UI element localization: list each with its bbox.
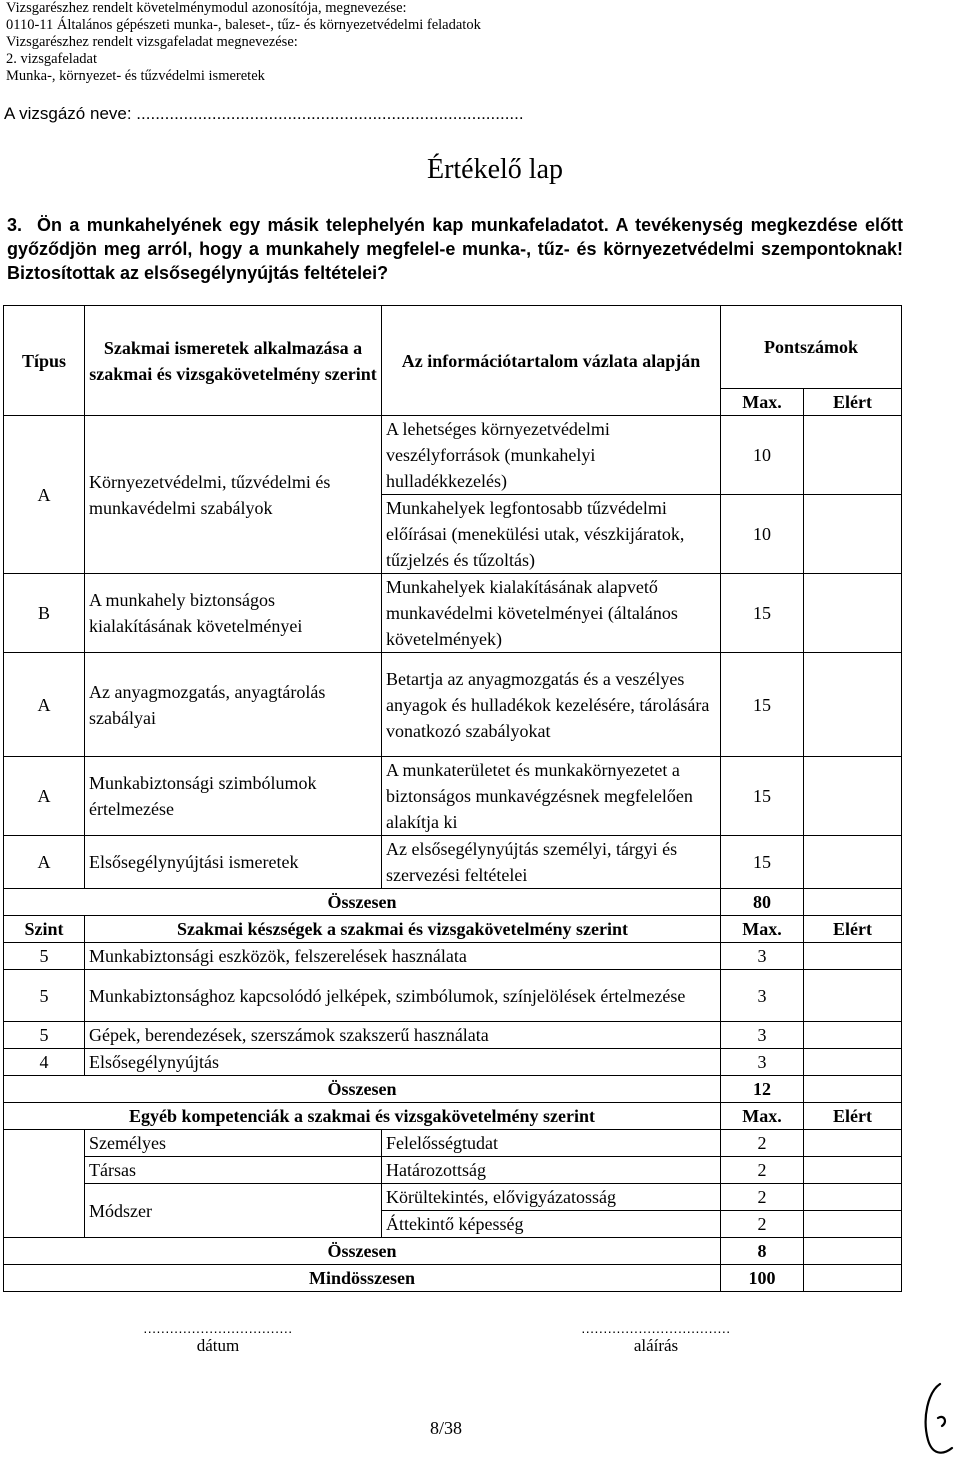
subtotal-max: 8 (721, 1238, 804, 1265)
header-line: Vizsgarészhez rendelt követelménymodul azonosítója, megnevezése: (6, 0, 407, 16)
header-line: Munka-, környezet- és tűzvédelmi ismeretek (6, 68, 265, 84)
max-header: Max. (721, 916, 804, 943)
competency-score-cell[interactable] (804, 1157, 902, 1184)
task-number: 3. (7, 215, 23, 235)
competency-score-cell[interactable] (804, 1211, 902, 1238)
subtotal-label: Összesen (4, 1238, 721, 1265)
competency-category: Személyes (85, 1130, 382, 1157)
subtotal-max: 12 (721, 1076, 804, 1103)
max-header: Max. (721, 1103, 804, 1130)
row-knowledge: Munkabiztonsági szimbólumok értelmezése (85, 757, 382, 836)
skill-score-cell[interactable] (804, 1022, 902, 1049)
header-line: Vizsgarészhez rendelt vizsgafeladat megnevezése: (6, 34, 298, 50)
row-max: 10 (721, 416, 804, 495)
date-signature-block (86, 1320, 350, 1356)
got-header: Elért (804, 1103, 902, 1130)
skill-max: 3 (721, 970, 804, 1022)
skills-header: Szakmai készségek a szakmai és vizsgakövetelmény szerint (85, 916, 721, 943)
skill-text: Munkabiztonsági eszközök, felszerelések használata (85, 943, 721, 970)
row-score-cell[interactable] (804, 416, 902, 495)
max-header: Max. (721, 389, 804, 416)
subtotal-score-cell[interactable] (804, 889, 902, 916)
skill-score-cell[interactable] (804, 1049, 902, 1076)
task-description (7, 213, 903, 285)
got-header: Elért (804, 916, 902, 943)
row-max: 15 (721, 757, 804, 836)
row-type: A (4, 836, 85, 889)
row-score-cell[interactable] (804, 495, 902, 574)
col-level-header: Szint (4, 916, 85, 943)
skill-max: 3 (721, 943, 804, 970)
task-text: Ön a munkahelyének egy másik telephelyén kap munkafeladatot. A tevékenység megkezdése előtt győződjön meg arról, hogy a munkahely megfelel-e munka-, tűz- és környezetvédelmi szempontoknak! Biztosítottak az elsősegélynyújtás feltételei? (7, 215, 903, 283)
evaluation-table (3, 305, 902, 1292)
row-score-cell[interactable] (804, 836, 902, 889)
subtotal-score-cell[interactable] (804, 1076, 902, 1103)
row-knowledge: Elsősegélynyújtási ismeretek (85, 836, 382, 889)
skill-text: Gépek, berendezések, szerszámok szakszerű használata (85, 1022, 721, 1049)
competency-item: Körültekintés, elővigyázatosság (382, 1184, 721, 1211)
competency-score-cell[interactable] (804, 1184, 902, 1211)
row-max: 15 (721, 574, 804, 653)
row-info: A munkaterületet és munkakörnyezetet a biztonságos munkavégzésnek megfelelően alakítja ki (382, 757, 721, 836)
got-header: Elért (804, 389, 902, 416)
skill-level: 4 (4, 1049, 85, 1076)
spacer-cell (4, 1184, 85, 1238)
skill-max: 3 (721, 1049, 804, 1076)
header-line: 0110-11 Általános gépészeti munka-, baleset-, tűz- és környezetvédelmi feladatok (6, 17, 481, 33)
document-header (6, 0, 481, 85)
date-label: dátum (196, 1336, 240, 1355)
subtotal-max: 80 (721, 889, 804, 916)
competency-max: 2 (721, 1211, 804, 1238)
signature-line: .................................. (581, 1320, 731, 1336)
grand-total-score-cell[interactable] (804, 1265, 902, 1292)
row-score-cell[interactable] (804, 574, 902, 653)
row-type: A (4, 416, 85, 574)
competency-item: Határozottság (382, 1157, 721, 1184)
skill-text: Elsősegélynyújtás (85, 1049, 721, 1076)
skill-level: 5 (4, 970, 85, 1022)
handwritten-mark (918, 1378, 958, 1460)
signature-label: aláírás (633, 1336, 679, 1355)
row-max: 10 (721, 495, 804, 574)
header-line: 2. vizsgafeladat (6, 51, 97, 67)
skill-level: 5 (4, 1022, 85, 1049)
competency-max: 2 (721, 1157, 804, 1184)
grand-total-label: Mindösszesen (4, 1265, 721, 1292)
page-number: 8/38 (430, 1418, 463, 1438)
row-info: Munkahelyek kialakításának alapvető munkavédelmi követelményei (általános követelmények) (382, 574, 721, 653)
row-type: A (4, 757, 85, 836)
grand-total-max: 100 (721, 1265, 804, 1292)
skill-score-cell[interactable] (804, 970, 902, 1022)
col-knowledge-header: Szakmai ismeretek alkalmazása a szakmai és vizsgakövetelmény szerint (85, 306, 382, 416)
signature-block (524, 1320, 788, 1356)
skill-level: 5 (4, 943, 85, 970)
col-info-header: Az információtartalom vázlata alapján (382, 306, 721, 416)
row-knowledge: Az anyagmozgatás, anyagtárolás szabályai (85, 653, 382, 757)
skill-score-cell[interactable] (804, 943, 902, 970)
competency-category: Módszer (85, 1184, 382, 1238)
competency-item: Felelősségtudat (382, 1130, 721, 1157)
row-score-cell[interactable] (804, 653, 902, 757)
date-line: .................................. (143, 1320, 293, 1336)
examinee-name-line: A vizsgázó neve: .................................................................................. (4, 104, 524, 123)
spacer-cell (4, 1130, 85, 1157)
row-score-cell[interactable] (804, 757, 902, 836)
subtotal-label: Összesen (4, 1076, 721, 1103)
row-info: Munkahelyek legfontosabb tűzvédelmi előírásai (menekülési utak, vészkijáratok, tűzjelzés és tűzoltás) (382, 495, 721, 574)
row-info: Betartja az anyagmozgatás és a veszélyes anyagok és hulladékok kezelésére, tárolására vonatkozó szabályokat (382, 653, 721, 757)
row-max: 15 (721, 836, 804, 889)
row-info: A lehetséges környezetvédelmi veszélyforrások (munkahelyi hulladékkezelés) (382, 416, 721, 495)
competency-category: Társas (85, 1157, 382, 1184)
subtotal-score-cell[interactable] (804, 1238, 902, 1265)
other-competencies-header: Egyéb kompetenciák a szakmai és vizsgakövetelmény szerint (4, 1103, 721, 1130)
competency-max: 2 (721, 1184, 804, 1211)
row-max: 15 (721, 653, 804, 757)
subtotal-label: Összesen (4, 889, 721, 916)
col-type-header: Típus (4, 306, 85, 416)
row-knowledge: Környezetvédelmi, tűzvédelmi és munkavédelmi szabályok (85, 416, 382, 574)
skill-max: 3 (721, 1022, 804, 1049)
competency-item: Áttekintő képesség (382, 1211, 721, 1238)
row-type: B (4, 574, 85, 653)
spacer-cell (4, 1157, 85, 1184)
row-info: Az elsősegélynyújtás személyi, tárgyi és szervezési feltételei (382, 836, 721, 889)
competency-max: 2 (721, 1130, 804, 1157)
competency-score-cell[interactable] (804, 1130, 902, 1157)
row-knowledge: A munkahely biztonságos kialakításának követelményei (85, 574, 382, 653)
points-header: Pontszámok (721, 306, 902, 389)
page-title: Értékelő lap (426, 154, 564, 185)
row-type: A (4, 653, 85, 757)
skill-text: Munkabiztonsághoz kapcsolódó jelképek, szimbólumok, színjelölések értelmezése (85, 970, 721, 1022)
